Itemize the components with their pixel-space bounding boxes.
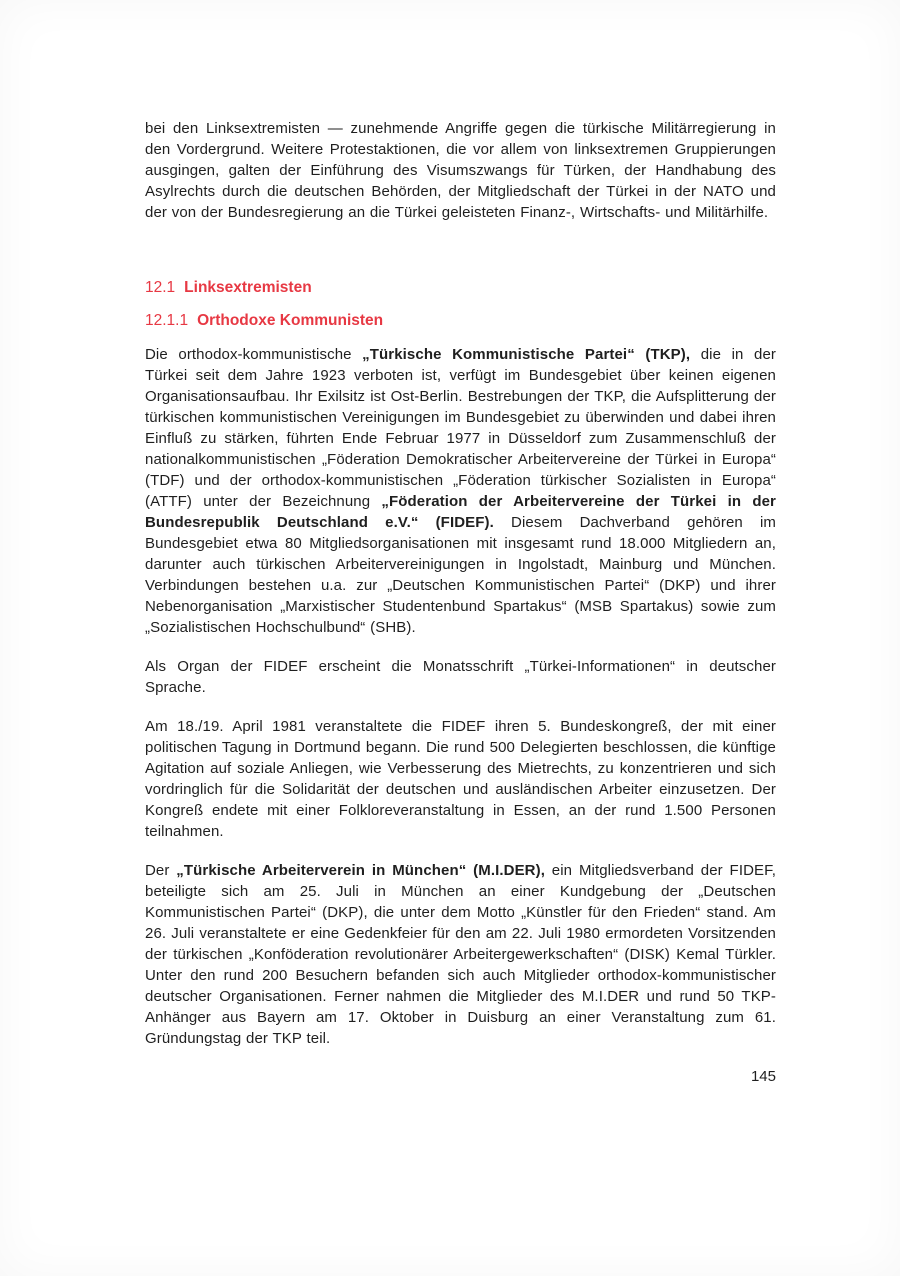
text-segment: ein Mitgliedsverband der FIDEF, beteiligte sich am 25. Juli in München an einer Kundgebung der „Deutschen Kommunistischen Partei“ (DKP), die unter dem Motto „Künstler für den Frieden“ stand. Am 26. Juli veranstaltete er eine Gedenkfeier für den am 22. Juli 1980 ermordeten Vorsitzenden der türkischen „Konföderation revolutionärer Arbeitergewerkschaften“ (DISK) Kemal Türkler. Unter den rund 200 Besuchern befanden sich auch Mitglieder orthodox-kommunistischer deutscher Organisationen. Ferner nahmen die Mitglieder des M.I.DER und rund 50 TKP-Anhänger aus Bayern am 17. Oktober in Duisburg an einer Veranstaltung zum 61. Gründungstag der TKP teil. <box>145 862 776 1047</box>
section-title: Linksextremisten <box>184 279 312 296</box>
subsection-number: 12.1.1 <box>145 312 189 329</box>
text-segment: Die orthodox-kommunistische <box>145 346 363 363</box>
bold-text-segment: „Türkische Kommunistische Partei“ (TKP), <box>362 346 691 363</box>
paragraph-mider <box>145 860 776 1049</box>
text-segment: Am 18./19. April 1981 veranstaltete die FIDEF ihren 5. Bundeskongreß, der mit einer politischen Tagung in Dortmund begann. Die rund 500 Delegierten beschlossen, die künftige Agitation auf soziale Anliegen, wie Verbesserung des Mietrechts, zu konzentrieren und sich vordringlich für die Solidarität der deutschen und ausländischen Arbeiter einzusetzen. Der Kongreß endete mit einer Folkloreveranstaltung in Essen, an der rund 1.500 Personen teilnahmen. <box>145 718 776 840</box>
page-number: 145 <box>750 1068 776 1085</box>
text-segment: Als Organ der FIDEF erscheint die Monatsschrift „Türkei-Informationen“ in deutscher Sprache. <box>145 658 776 696</box>
bold-text-segment: „Föderation der Arbeitervereine der Türkei in der Bundesrepublik Deutschland e.V.“ (FIDEF). <box>145 493 776 531</box>
intro-paragraph <box>145 118 776 223</box>
text-segment: Diesem Dachverband gehören im Bundesgebiet etwa 80 Mitgliedsorganisationen mit insgesamt rund 18.000 Mitgliedern an, darunter auch türkischen Arbeitervereinigungen in Ingolstadt, Mainburg und München. Verbindungen bestehen u.a. zur „Deutschen Kommunistischen Partei“ (DKP) und ihrer Nebenorganisation „Marxistischer Studentenbund Spartakus“ (MSB Spartakus) sowie zum „Sozialistischen Hochschulbund“ (SHB). <box>145 514 776 636</box>
paragraph-tkp-fidef <box>145 344 776 638</box>
section-heading-orthodoxe-kommunisten <box>145 310 776 331</box>
section-heading-linksextremisten <box>145 277 776 298</box>
text-segment: Der <box>145 862 177 879</box>
text-segment: die in der Türkei seit dem Jahre 1923 verboten ist, verfügt im Bundesgebiet über keinen eigenen Organisationsaufbau. Ihr Exilsitz ist Ost-Berlin. Bestrebungen der TKP, die Aufsplitterung der türkischen kommunistischen Vereinigungen im Bundesgebiet zu überwinden und dabei ihren Einfluß zu stärken, führten Ende Februar 1977 in Düsseldorf zum Zusammenschluß der nationalkommunistischen „Föderation Demokratischer Arbeitervereine der Türkei in Europa“ (TDF) und der orthodox-kommunistischen „Föderation türkischer Sozialisten in Europa“ (ATTF) unter der Bezeichnung <box>145 346 776 510</box>
page-content <box>145 118 776 1087</box>
paragraph-bundeskongress <box>145 716 776 842</box>
bold-text-segment: „Türkische Arbeiterverein in München“ (M.I.DER), <box>176 862 545 879</box>
subsection-title: Orthodoxe Kommunisten <box>197 312 384 329</box>
paragraph-fidef-organ <box>145 656 776 698</box>
text-segment: bei den Linksextremisten — zunehmende Angriffe gegen die türkische Militärregierung in den Vordergrund. Weitere Protestaktionen, die vor allem von linksextremen Gruppierungen ausgingen, galten der Einführung des Visumszwangs für Türken, der Handhabung des Asylrechts durch die deutschen Behörden, der Mitgliedschaft der Türkei in der NATO und der von der Bundesregierung an die Türkei geleisteten Finanz-, Wirtschafts- und Militärhilfe. <box>145 120 776 221</box>
section-number: 12.1 <box>145 279 176 296</box>
